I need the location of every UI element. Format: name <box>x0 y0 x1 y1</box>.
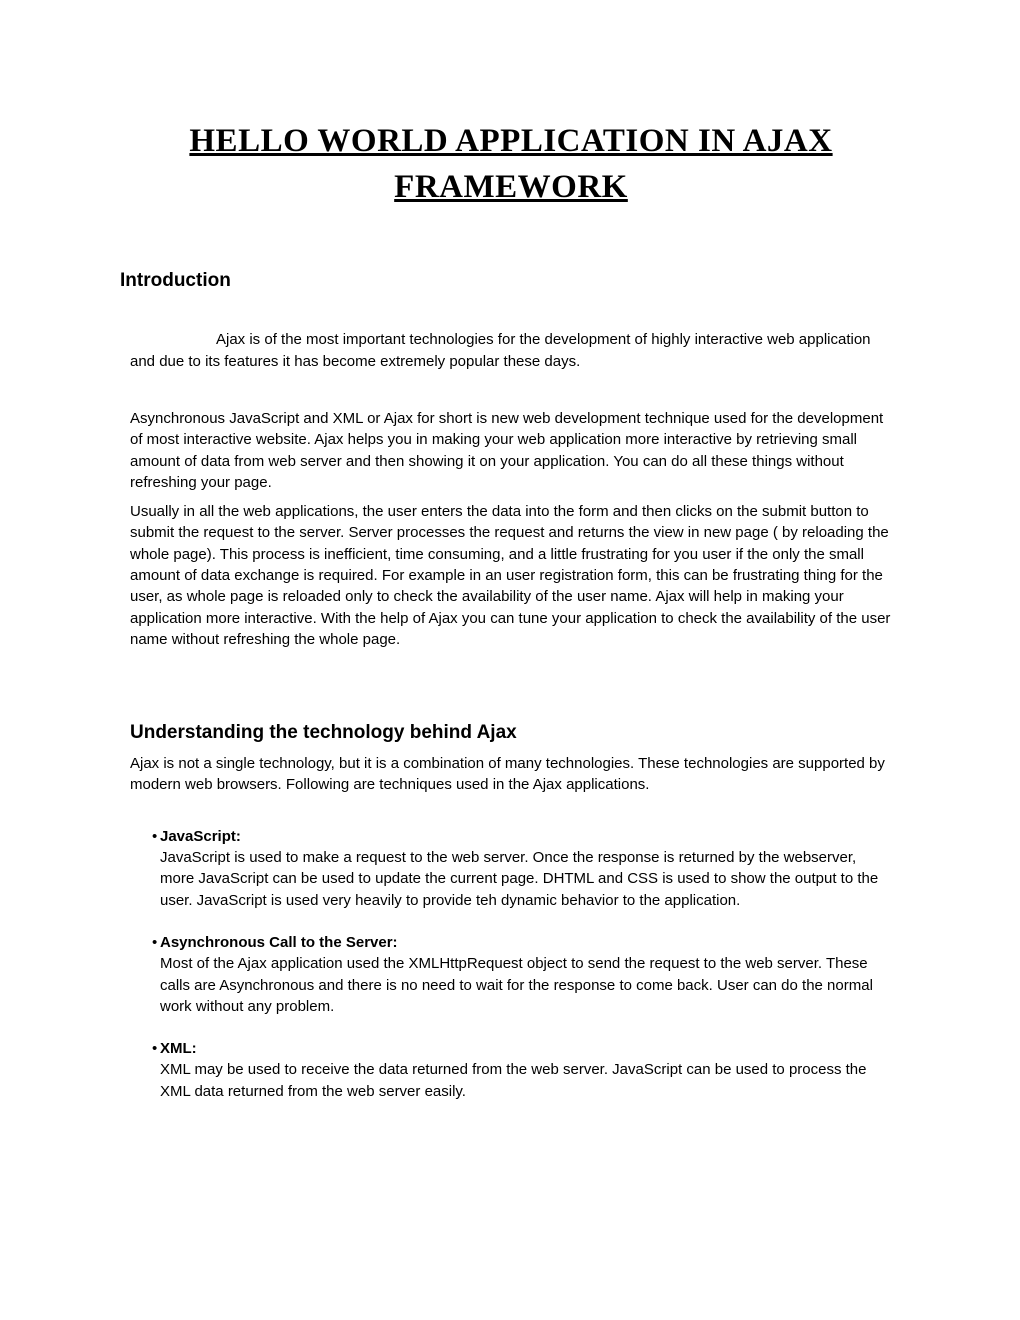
bullet-icon <box>130 826 160 911</box>
bullet-icon <box>130 932 160 1017</box>
intro-heading: Introduction <box>120 270 231 292</box>
tech-paragraph-1: Ajax is not a single technology, but it is a combination of many technologies. These technologies are supported by modern web browsers. Following are techniques used in the Ajax applications. <box>130 755 885 794</box>
intro-paragraph-3: Usually in all the web applications, the user enters the data into the form and then clicks on the submit button to submit the request to the server. Server processes the request and returns the view in new page ( by reloading the whole page). This process is inefficient, time consuming, and a little frustrating for you user if the only the small amount of data exchange is required. For example in an user registration form, this can be frustrating thing for the user, as whole page is reloaded only to check the availability of the user name. Ajax will help in making your application more interactive. With the help of Ajax you can tune your application to check the availability of the user name without refreshing the whole page. <box>130 503 891 648</box>
list-item-javascript <box>130 826 892 911</box>
bullet-label: XML: <box>160 1040 197 1058</box>
bullet-body <box>160 932 892 1017</box>
bullet-body <box>160 1038 892 1102</box>
tech-bullet-list <box>130 826 892 1102</box>
intro-paragraph-1: Ajax is of the most important technologies for the development of highly interactive web application and due to its features it has become extremely popular these days. <box>130 331 871 370</box>
intro-paragraph-2: Asynchronous JavaScript and XML or Ajax for short is new web development technique used for the development of most interactive website. Ajax helps you in making your web application more interactive by retrieving small amount of data from web server and then showing it on your application. You can do all these things without refreshing your page. <box>130 409 884 491</box>
bullet-label: Asynchronous Call to the Server: <box>160 933 398 951</box>
bullet-body <box>160 826 892 911</box>
tech-heading: Understanding the technology behind Ajax <box>130 722 517 744</box>
bullet-text: XML may be used to receive the data returned from the web server. JavaScript can be used to process the XML data returned from the web server easily. <box>160 1061 867 1100</box>
bullet-label: JavaScript: <box>160 827 241 845</box>
bullet-text: Most of the Ajax application used the XMLHttpRequest object to send the request to the web server. These calls are Asynchronous and there is no need to wait for the response to come back. User can do the normal work without any problem. <box>160 955 873 1015</box>
list-item-xml <box>130 1038 892 1102</box>
bullet-icon <box>130 1038 160 1102</box>
list-item-async-call <box>130 932 892 1017</box>
document-title: HELLO WORLD APPLICATION IN AJAX FRAMEWORK <box>189 123 833 206</box>
bullet-text: JavaScript is used to make a request to the web server. Once the response is returned by the webserver, more JavaScript can be used to update the current page. DHTML and CSS is used to show the output to the user. JavaScript is used very heavily to provide teh dynamic behavior to the application. <box>160 849 879 909</box>
